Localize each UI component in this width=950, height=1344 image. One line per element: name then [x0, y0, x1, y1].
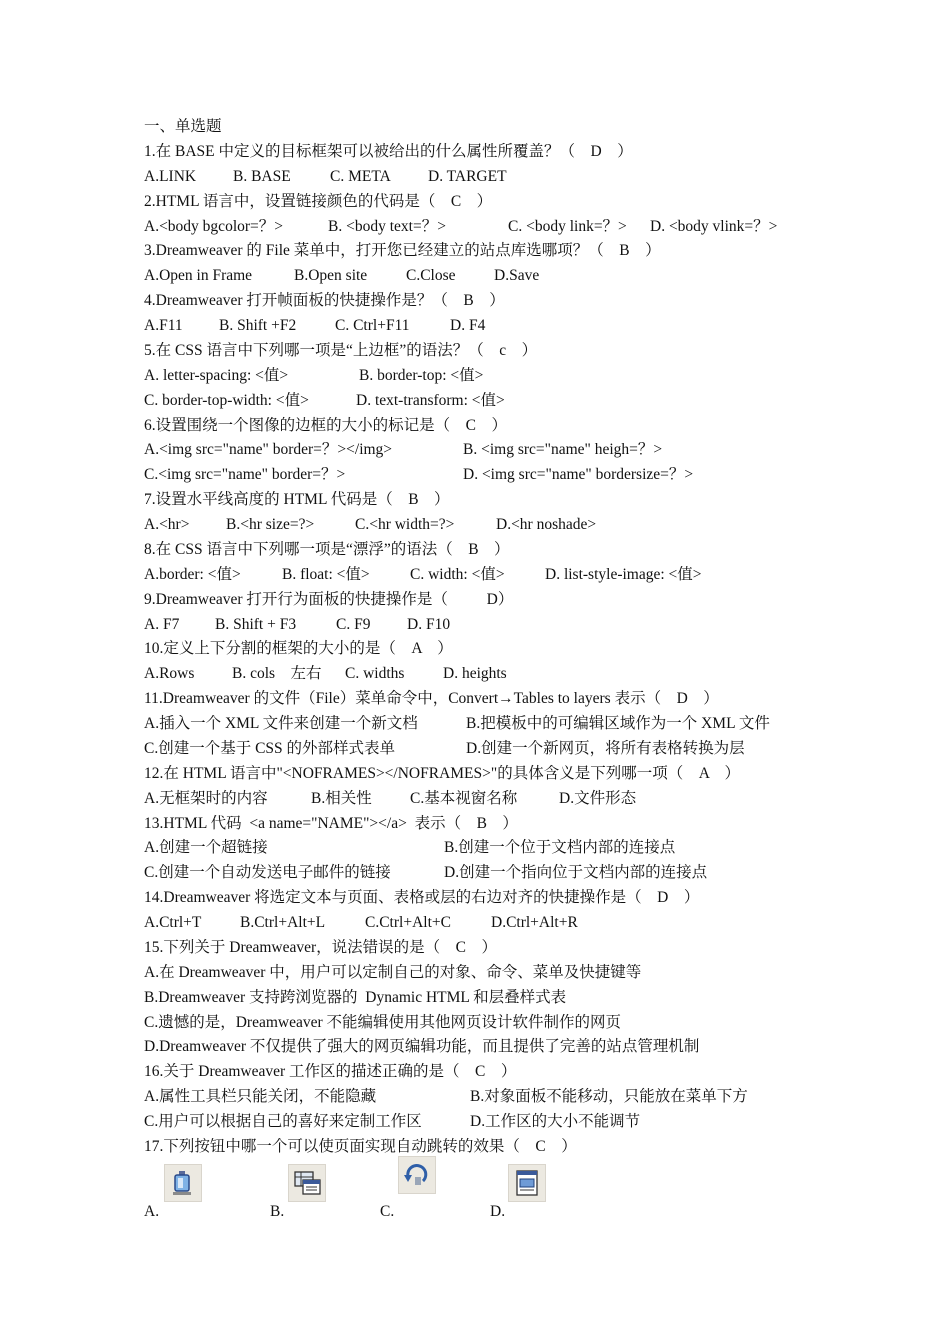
- options-row: [144, 1085, 844, 1110]
- option-a: A.Ctrl+T: [144, 914, 202, 931]
- options-row: [144, 1110, 844, 1135]
- question-16: 16.关于 Dreamweaver 工作区的描述正确的是（ C ）: [144, 1063, 517, 1081]
- options-row: [144, 861, 844, 886]
- option-a: A.属性工具栏只能关闭，不能隐藏: [144, 1088, 377, 1106]
- option-c-label: C.: [380, 1202, 395, 1220]
- question-6: 6.设置围绕一个图像的边框的大小的标记是（ C ）: [144, 416, 507, 434]
- option-b: B.<hr size=?>: [226, 516, 315, 533]
- options-row: [144, 264, 844, 289]
- options-row: [144, 513, 844, 538]
- option-a: A.<img src="name" border=？></img>: [144, 441, 393, 459]
- option-a: A.Open in Frame: [144, 267, 253, 285]
- option-d: D. list-style-image: <值>: [545, 565, 702, 583]
- option-a: A.<body bgcolor=？>: [144, 217, 284, 235]
- option-c: C.<img src="name" border=？>: [144, 466, 346, 484]
- question-13: 13.HTML 代码 <a name="NAME"></a> 表示（ B ）: [144, 814, 518, 832]
- option-b: B.把模板中的可编辑区域作为一个 XML 文件: [466, 715, 770, 732]
- insert-table-icon: [288, 1164, 326, 1202]
- option-c: C.Close: [406, 267, 456, 285]
- option-c: C.基本视窗名称: [410, 789, 518, 807]
- option-b: B.Ctrl+Alt+L: [240, 914, 326, 931]
- option-d: D. F4: [450, 317, 486, 334]
- option-d: D.Ctrl+Alt+R: [491, 914, 578, 931]
- option-a: A.Rows: [144, 665, 195, 683]
- question-5: 5.在 CSS 语言中下列哪一项是“上边框”的语法？（ c ）: [144, 341, 538, 359]
- option-c: C. widths: [345, 665, 405, 683]
- option-c: C. Ctrl+F11: [335, 317, 410, 334]
- option-b: B. Shift + F3: [215, 615, 297, 633]
- question-3: 3.Dreamweaver 的 File 菜单中，打开您已经建立的站点库选哪项？（ B ）: [144, 242, 661, 260]
- option-d: D.<hr noshade>: [496, 516, 597, 533]
- options-row: [144, 737, 844, 762]
- option-d: D.创建一个新网页，将所有表格转换为层: [466, 739, 745, 757]
- option-a: A.插入一个 XML 文件来创建一个新文档: [144, 715, 418, 732]
- option-a: A. F7: [144, 615, 180, 633]
- question-10: 10.定义上下分割的框架的大小的是（ A ）: [144, 640, 453, 658]
- embed-object-icon: [508, 1164, 546, 1202]
- option-c: C.创建一个基于 CSS 的外部样式表单: [144, 739, 396, 757]
- option-d: D. <body vlink=？>: [650, 217, 778, 235]
- question-12: 12.在 HTML 语言中"<NOFRAMES></NOFRAMES>"的具体含义是下列哪一项（ A ）: [144, 764, 741, 782]
- option-c: C. <body link=？>: [508, 217, 627, 235]
- option-b: B. border-top: <值>: [359, 366, 484, 384]
- option-b: B.相关性: [311, 789, 372, 807]
- question-14: 14.Dreamweaver 将选定文本与页面、表格或层的右边对齐的快捷操作是（ D ）: [144, 889, 700, 907]
- options-row: [144, 438, 844, 463]
- options-row: [144, 836, 844, 861]
- option-d: D. TARGET: [428, 167, 507, 185]
- options-row: [144, 712, 844, 737]
- option-b: B.对象面板不能移动，只能放在菜单下方: [470, 1088, 748, 1106]
- options-row: [144, 165, 844, 190]
- option-c: C. border-top-width: <值>: [144, 391, 309, 409]
- refresh-redirect-icon: [398, 1156, 436, 1194]
- option-d: D.创建一个指向位于文档内部的连接点: [444, 864, 708, 882]
- option-a: A.border: <值>: [144, 565, 241, 583]
- option-b: B. float: <值>: [282, 565, 370, 583]
- option-b: B.Open site: [294, 267, 368, 285]
- option-c: C.<hr width=?>: [355, 516, 455, 533]
- question-9: 9.Dreamweaver 打开行为面板的快捷操作是（ D）: [144, 590, 514, 608]
- section-title: 一、单选题: [144, 118, 222, 135]
- question-7: 7.设置水平线高度的 HTML 代码是（ B ）: [144, 491, 450, 509]
- options-row: [144, 787, 844, 812]
- option-d: D.Save: [494, 267, 540, 285]
- option-b-label: B.: [270, 1202, 285, 1220]
- option-b: B. cols 左右: [232, 665, 322, 683]
- option-c: C. F9: [336, 615, 371, 633]
- options-row: [144, 364, 844, 389]
- page-properties-icon: [164, 1164, 202, 1202]
- option-a-label: A.: [144, 1202, 160, 1220]
- option-a: A.<hr>: [144, 516, 190, 533]
- exam-document: [144, 115, 844, 1222]
- options-row: [144, 463, 844, 488]
- option-c: C.遗憾的是，Dreamweaver 不能编辑使用其他网页设计软件制作的网页: [144, 1013, 622, 1031]
- option-a: A. letter-spacing: <值>: [144, 366, 289, 384]
- option-b: B.创建一个位于文档内部的连接点: [444, 839, 676, 857]
- option-d: D. <img src="name" bordersize=？>: [463, 466, 694, 484]
- option-c: C.Ctrl+Alt+C: [365, 914, 451, 931]
- option-b: B. Shift +F2: [219, 317, 297, 334]
- option-d: D. heights: [443, 665, 507, 683]
- question-8: 8.在 CSS 语言中下列哪一项是“漂浮”的语法（ B ）: [144, 540, 510, 558]
- icon-options-row: [144, 1160, 844, 1222]
- options-row: [144, 911, 844, 936]
- options-row: [144, 389, 844, 414]
- option-a: A.在 Dreamweaver 中，用户可以定制自己的对象、命令、菜单及快捷键等: [144, 963, 642, 981]
- options-row: [144, 662, 844, 687]
- option-d-label: D.: [490, 1202, 506, 1220]
- question-2: 2.HTML 语言中，设置链接颜色的代码是（ C ）: [144, 192, 493, 210]
- options-row: [144, 314, 844, 339]
- option-b: B. <body text=？>: [328, 217, 446, 235]
- question-4: 4.Dreamweaver 打开帧面板的快捷操作是？（ B ）: [144, 292, 505, 310]
- options-row: [144, 563, 844, 588]
- option-d: D.工作区的大小不能调节: [470, 1113, 641, 1130]
- option-a: A.F11: [144, 317, 183, 334]
- option-d: D. text-transform: <值>: [356, 391, 505, 409]
- option-c: C.用户可以根据自己的喜好来定制工作区: [144, 1113, 422, 1130]
- options-row: [144, 215, 844, 240]
- option-c: C. META: [330, 167, 391, 185]
- options-row: [144, 613, 844, 638]
- option-d: D.文件形态: [559, 789, 637, 807]
- option-d: D. F10: [407, 615, 451, 633]
- option-a: A.无框架时的内容: [144, 789, 268, 807]
- question-15: 15.下列关于 Dreamweaver，说法错误的是（ C ）: [144, 938, 498, 956]
- option-b: B.Dreamweaver 支持跨浏览器的 Dynamic HTML 和层叠样式表: [144, 988, 567, 1006]
- option-b: B. <img src="name" heigh=？>: [463, 441, 663, 459]
- question-17: 17.下列按钮中哪一个可以使页面实现自动跳转的效果（ C ）: [144, 1137, 577, 1155]
- option-b: B. BASE: [233, 167, 291, 185]
- option-c: C. width: <值>: [410, 565, 505, 583]
- question-1: 1.在 BASE 中定义的目标框架可以被给出的什么属性所覆盖？（ D ）: [144, 142, 633, 160]
- option-a: A.LINK: [144, 167, 197, 185]
- question-11: 11.Dreamweaver 的文件（File）菜单命令中，Convert→Tables to layers 表示（ D ）: [144, 690, 719, 708]
- option-a: A.创建一个超链接: [144, 839, 268, 857]
- option-d: D.Dreamweaver 不仅提供了强大的网页编辑功能，而且提供了完善的站点管理机制: [144, 1038, 700, 1056]
- option-c: C.创建一个自动发送电子邮件的链接: [144, 864, 391, 882]
